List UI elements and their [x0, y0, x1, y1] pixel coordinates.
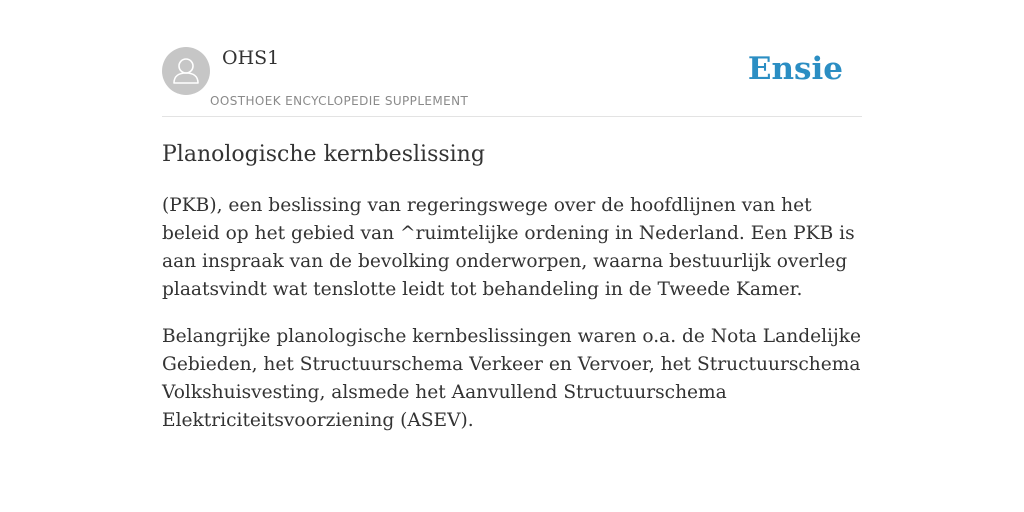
article-body [162, 192, 862, 454]
article-title: Planologische kernbeslissing [162, 142, 485, 167]
author-name[interactable]: OHS1 [222, 47, 280, 69]
article-paragraph: (PKB), een beslissing van regeringswege over de hoofdlijnen van het beleid op het gebied van ^ruimtelijke ordening in Nederland. Een PKB is aan inspraak van de bevolking onderworpen, waarna bestuurlijk overleg plaatsvindt wat tenslotte leidt tot behandeling in de Tweede Kamer. [162, 195, 855, 300]
header [162, 0, 862, 117]
source-label[interactable]: OOSTHOEK ENCYCLOPEDIE SUPPLEMENT [210, 94, 469, 108]
site-logo[interactable]: Ensie [747, 51, 843, 87]
page [162, 0, 862, 431]
user-avatar-icon[interactable] [162, 47, 210, 95]
article-paragraph: Belangrijke planologische kernbeslissingen waren o.a. de Nota Landelijke Gebieden, het Structuurschema Verkeer en Vervoer, het Structuurschema Volkshuisvesting, alsmede het Aanvullend Structuurschema Elektriciteitsvoorziening (ASEV). [162, 326, 862, 431]
